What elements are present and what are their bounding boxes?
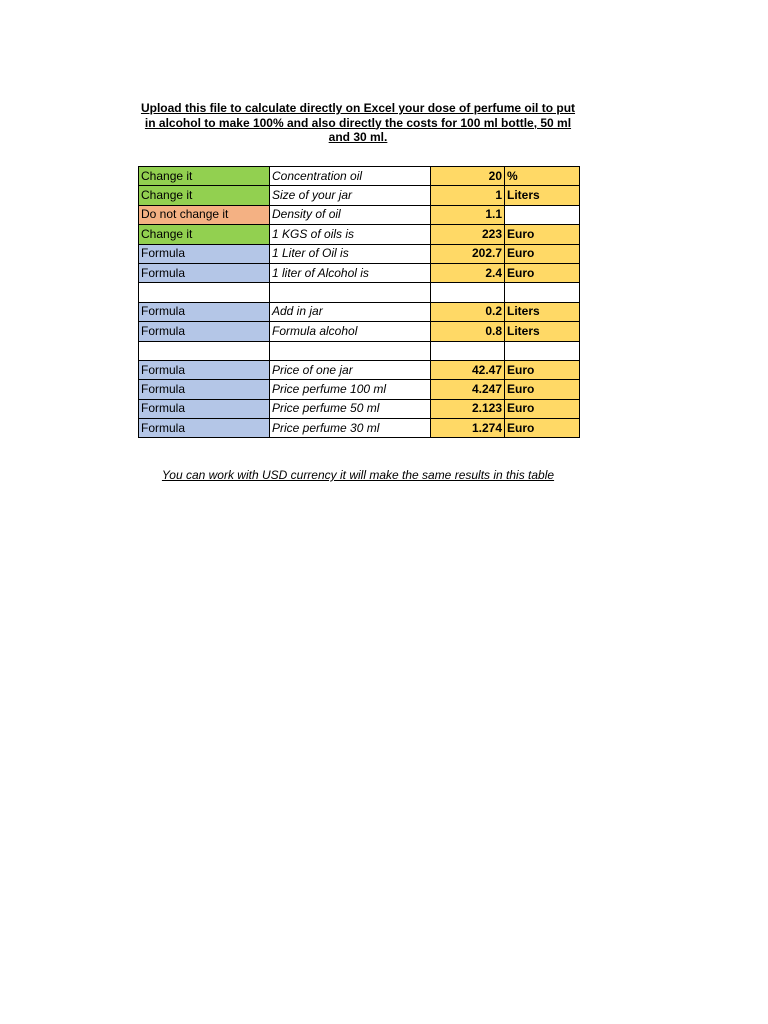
table-row bbox=[139, 167, 580, 186]
value-cell[interactable]: 0.2 bbox=[431, 302, 505, 321]
label-cell[interactable]: Price perfume 30 ml bbox=[270, 419, 431, 438]
unit-cell[interactable]: Euro bbox=[505, 263, 580, 282]
value-cell[interactable]: 223 bbox=[431, 225, 505, 244]
unit-cell[interactable]: Liters bbox=[505, 186, 580, 205]
unit-cell[interactable]: Euro bbox=[505, 380, 580, 399]
label-cell[interactable] bbox=[270, 283, 431, 302]
page-heading: Upload this file to calculate directly on Excel your dose of perfume oil to put in alcohol to make 100% and also directly the costs for 100 ml bottle, 50 ml and 30 ml. bbox=[140, 101, 576, 144]
status-cell[interactable] bbox=[139, 341, 270, 360]
label-cell[interactable]: 1 Liter of Oil is bbox=[270, 244, 431, 263]
unit-cell[interactable] bbox=[505, 341, 580, 360]
status-cell[interactable] bbox=[139, 283, 270, 302]
unit-cell[interactable]: Euro bbox=[505, 244, 580, 263]
unit-cell[interactable]: Euro bbox=[505, 419, 580, 438]
label-cell[interactable]: Add in jar bbox=[270, 302, 431, 321]
label-cell[interactable]: 1 KGS of oils is bbox=[270, 225, 431, 244]
status-cell[interactable]: Formula bbox=[139, 244, 270, 263]
table-row bbox=[139, 380, 580, 399]
status-cell[interactable]: Formula bbox=[139, 419, 270, 438]
value-cell[interactable]: 0.8 bbox=[431, 322, 505, 341]
unit-cell[interactable] bbox=[505, 205, 580, 224]
table-row bbox=[139, 244, 580, 263]
label-cell[interactable]: Size of your jar bbox=[270, 186, 431, 205]
table-row bbox=[139, 263, 580, 282]
label-cell[interactable]: Formula alcohol bbox=[270, 322, 431, 341]
value-cell[interactable]: 1.274 bbox=[431, 419, 505, 438]
status-cell[interactable]: Formula bbox=[139, 399, 270, 418]
label-cell[interactable]: Price of one jar bbox=[270, 360, 431, 379]
currency-note: You can work with USD currency it will make the same results in this table bbox=[161, 468, 555, 482]
unit-cell[interactable] bbox=[505, 283, 580, 302]
table-row bbox=[139, 186, 580, 205]
unit-cell[interactable]: Liters bbox=[505, 302, 580, 321]
status-cell[interactable]: Formula bbox=[139, 360, 270, 379]
label-cell[interactable] bbox=[270, 341, 431, 360]
unit-cell[interactable]: % bbox=[505, 167, 580, 186]
value-cell[interactable]: 20 bbox=[431, 167, 505, 186]
value-cell[interactable] bbox=[431, 283, 505, 302]
label-cell[interactable]: Concentration oil bbox=[270, 167, 431, 186]
value-cell[interactable] bbox=[431, 341, 505, 360]
value-cell[interactable]: 2.123 bbox=[431, 399, 505, 418]
status-cell[interactable]: Change it bbox=[139, 225, 270, 244]
value-cell[interactable]: 1.1 bbox=[431, 205, 505, 224]
table-row-blank bbox=[139, 283, 580, 302]
value-cell[interactable]: 1 bbox=[431, 186, 505, 205]
table-row bbox=[139, 322, 580, 341]
table-row bbox=[139, 205, 580, 224]
status-cell[interactable]: Formula bbox=[139, 380, 270, 399]
status-cell[interactable]: Formula bbox=[139, 302, 270, 321]
status-cell[interactable]: Formula bbox=[139, 263, 270, 282]
status-cell[interactable]: Change it bbox=[139, 186, 270, 205]
status-cell[interactable]: Formula bbox=[139, 322, 270, 341]
table-row bbox=[139, 419, 580, 438]
table-row-blank bbox=[139, 341, 580, 360]
value-cell[interactable]: 202.7 bbox=[431, 244, 505, 263]
value-cell[interactable]: 4.247 bbox=[431, 380, 505, 399]
value-cell[interactable]: 42.47 bbox=[431, 360, 505, 379]
unit-cell[interactable]: Euro bbox=[505, 360, 580, 379]
table-row bbox=[139, 360, 580, 379]
table-row bbox=[139, 225, 580, 244]
unit-cell[interactable]: Euro bbox=[505, 225, 580, 244]
table-row bbox=[139, 399, 580, 418]
calculation-table bbox=[138, 166, 580, 438]
label-cell[interactable]: 1 liter of Alcohol is bbox=[270, 263, 431, 282]
value-cell[interactable]: 2.4 bbox=[431, 263, 505, 282]
unit-cell[interactable]: Euro bbox=[505, 399, 580, 418]
status-cell[interactable]: Do not change it bbox=[139, 205, 270, 224]
label-cell[interactable]: Price perfume 50 ml bbox=[270, 399, 431, 418]
label-cell[interactable]: Price perfume 100 ml bbox=[270, 380, 431, 399]
label-cell[interactable]: Density of oil bbox=[270, 205, 431, 224]
status-cell[interactable]: Change it bbox=[139, 167, 270, 186]
unit-cell[interactable]: Liters bbox=[505, 322, 580, 341]
table-row bbox=[139, 302, 580, 321]
